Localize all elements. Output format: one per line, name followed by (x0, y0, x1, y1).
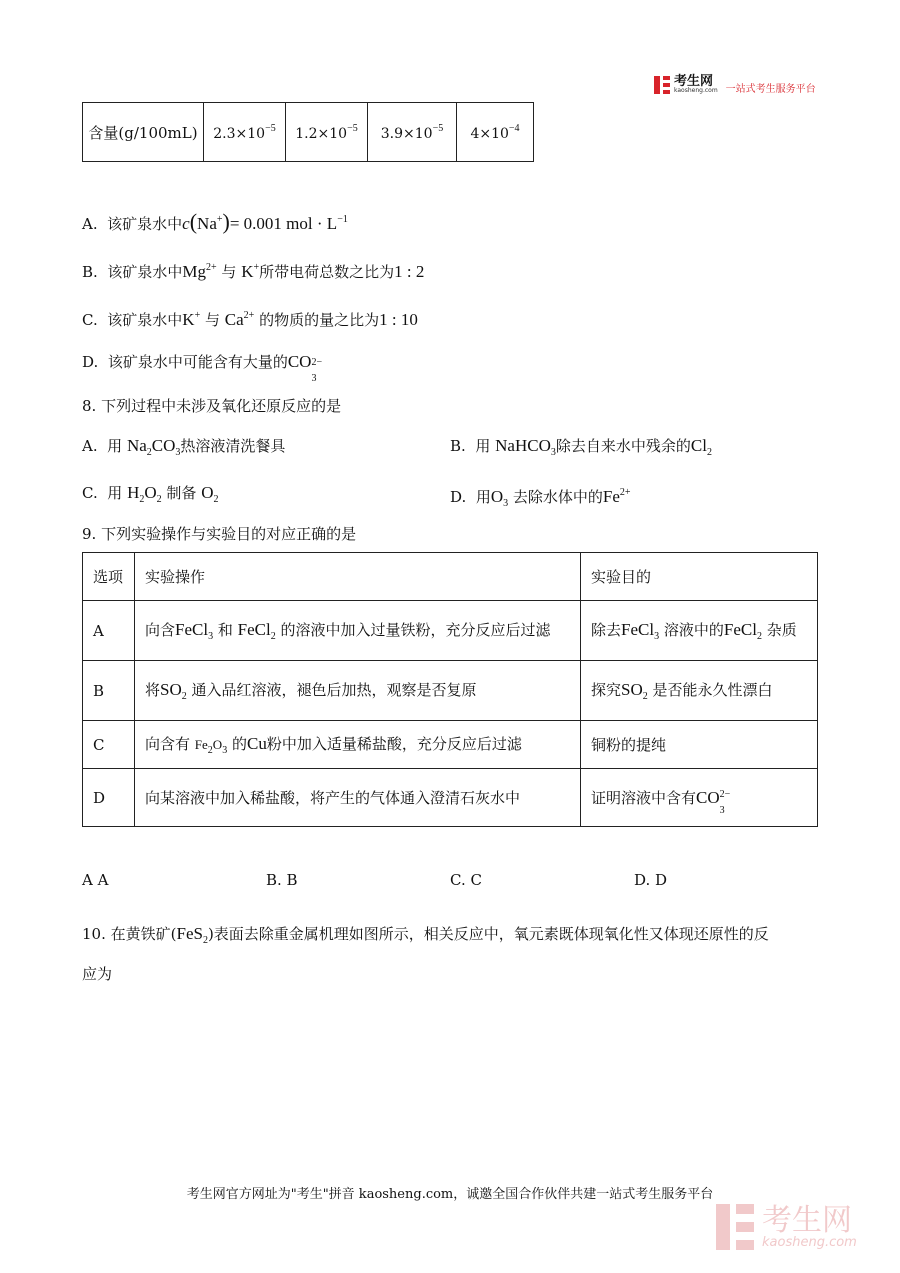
kaosheng-logo-icon (654, 76, 670, 94)
q8-option-b: B. 用 NaHCO$_3$除去自来水中残余的$Cl_2$ (450, 436, 712, 458)
row-operation: 将$SO_2$ 通入品红溶液，褪色后加热，观察是否复原 (135, 661, 581, 721)
content-label: 含量(g/100mL) (83, 103, 204, 162)
value-cell: $4\times 10^{-4}$ (457, 103, 534, 162)
row-operation: 向含有 $Fe_2O_3$ 的Cu粉中加入适量稀盐酸，充分反应后过滤 (135, 721, 581, 769)
table-row (83, 661, 818, 721)
q9-answer-b: B. B (266, 871, 298, 889)
watermark (716, 1204, 857, 1250)
row-goal: 铜粉的提纯 (581, 721, 818, 769)
table-row (83, 721, 818, 769)
q7-option-c: C. 该矿泉水中K+ 与 $Ca^{2+}$ 的物质的量之比为1 : 10 (82, 310, 418, 329)
footer-text: 考生网官方网址为"考生"拼音 kaosheng.com，诚邀全国合作伙伴共建一站式考生服务平台 (186, 1187, 714, 1202)
table-header-row (83, 553, 818, 601)
watermark-en: kaosheng.com (762, 1234, 857, 1250)
row-goal: 探究$SO_2$ 是否能永久性漂白 (581, 661, 818, 721)
table-row (83, 103, 534, 162)
experiment-table (82, 552, 818, 827)
q9-answer-c: C. C (450, 871, 482, 889)
q8-option-d: D. 用$O_3$ 去除水体中的$Fe^{2+}$ (450, 487, 631, 509)
brand-domain: kaosheng.com (674, 87, 718, 94)
table-row (83, 601, 818, 661)
q8-option-c: C. 用 $H_2O_2$ 制备 $O_2$ (82, 483, 219, 505)
row-option: B (83, 661, 135, 721)
watermark-logo-icon (716, 1204, 754, 1250)
header-operation: 实验操作 (135, 553, 581, 601)
q9-answer-d: D. D (634, 871, 668, 889)
q10-line1: 10. 在黄铁矿(FeS$_2$)表面去除重金属机理如图所示，相关反应中，氧元素既体现氧化性又体现还原性的反 (82, 924, 769, 946)
table-row (83, 769, 818, 827)
row-operation: 向含FeCl$_3$ 和 FeCl$_2$ 的溶液中加入过量铁粉，充分反应后过滤 (135, 601, 581, 661)
watermark-cn: 考生网 (762, 1202, 852, 1238)
q7-option-d: D. 该矿泉水中可能含有大量的CO 2− 3 (82, 352, 323, 384)
row-option: A (83, 601, 135, 661)
q9-answer-a: A A (82, 871, 109, 889)
q7-option-a: A. 该矿泉水中c(Na+)= 0.001 mol · $L^{-1}$ (82, 209, 348, 234)
value-cell: $3.9\times 10^{-5}$ (368, 103, 457, 162)
q8-stem: 8. 下列过程中未涉及氧化还原反应的是 (82, 397, 342, 415)
value-cell: $2.3\times 10^{-5}$ (204, 103, 286, 162)
row-option: D (83, 769, 135, 827)
row-goal: 除去FeCl$_3$ 溶液中的FeCl$_2$ 杂质 (581, 601, 818, 661)
mineral-content-table (82, 102, 534, 162)
row-operation: 向某溶液中加入稀盐酸，将产生的气体通入澄清石灰水中 (135, 769, 581, 827)
q7-option-b: B. 该矿泉水中$Mg^{2+}$ 与 K+所带电荷总数之比为1 : 2 (82, 262, 425, 281)
brand-name: 考生网 (674, 74, 714, 89)
brand-slogan: 一站式考生服务平台 (725, 84, 816, 95)
q10-line2: 应为 (82, 965, 113, 983)
header-logo (654, 74, 816, 95)
header-goal: 实验目的 (581, 553, 818, 601)
value-cell: $1.2\times 10^{-5}$ (286, 103, 368, 162)
row-goal: 证明溶液中含有CO 2− 3 (581, 769, 818, 827)
q8-option-a: A. 用 $Na_2CO_3$热溶液清洗餐具 (82, 436, 286, 458)
header-option: 选项 (83, 553, 135, 601)
q9-stem: 9. 下列实验操作与实验目的对应正确的是 (82, 525, 357, 543)
row-option: C (83, 721, 135, 769)
